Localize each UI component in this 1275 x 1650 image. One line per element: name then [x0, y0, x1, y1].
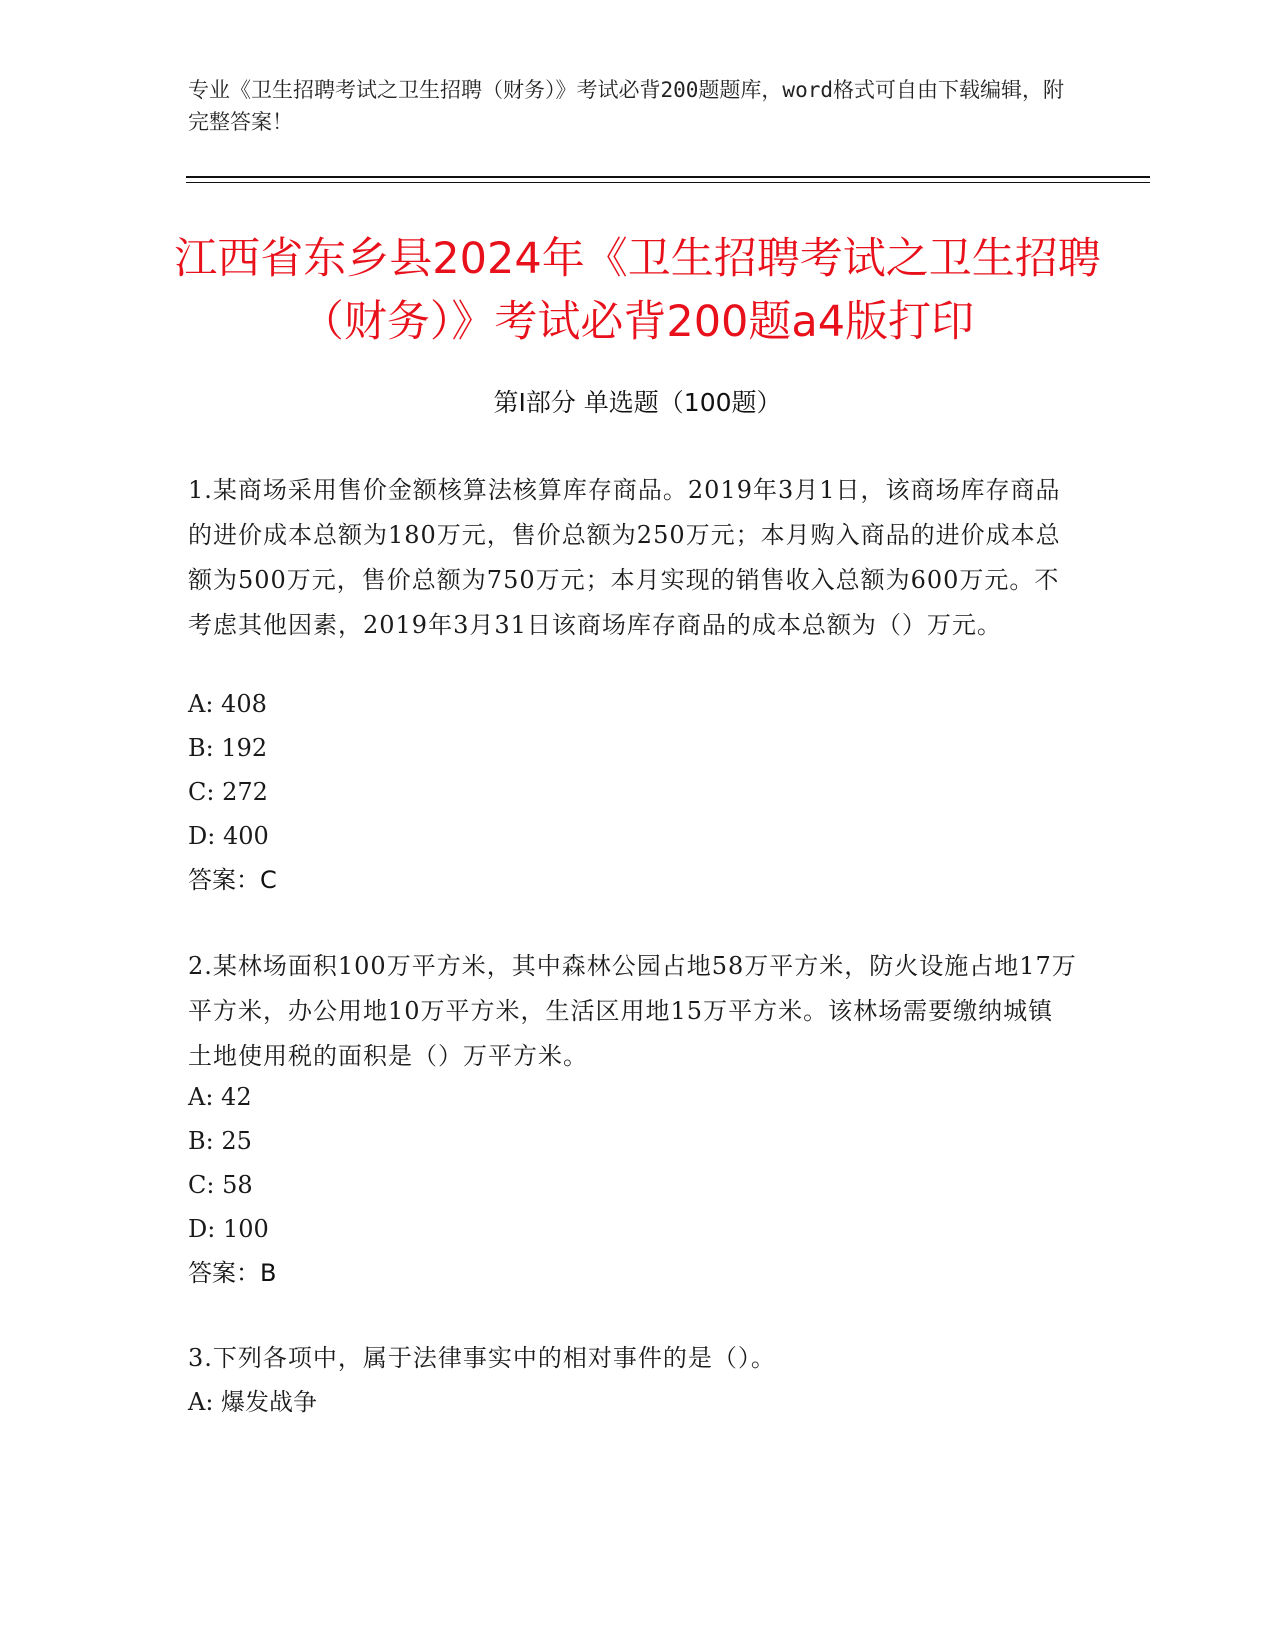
question-3-text: 3.下列各项中，属于法律事实中的相对事件的是（）。 [188, 1344, 776, 1372]
question-1-option-b: B: 192 [188, 734, 268, 762]
question-1-option-a: A: 408 [188, 690, 267, 718]
question-1-answer: 答案：C [188, 866, 277, 894]
question-1-option-d: D: 400 [188, 822, 269, 850]
question-2-option-b: B: 25 [188, 1127, 252, 1155]
question-1-option-c: C: 272 [188, 778, 268, 806]
header-rule-thin [186, 182, 1150, 183]
question-2-option-d: D: 100 [188, 1215, 269, 1243]
section-title: 第I部分 单选题（100题） [493, 388, 782, 417]
header-note: 专业《卫生招聘考试之卫生招聘（财务）》考试必背200题题库，word格式可自由下载编辑，附完整答案！ [188, 78, 1064, 134]
document-title: 江西省东乡县2024年《卫生招聘考试之卫生招聘（财务）》考试必背200题a4版打印 [174, 234, 1101, 347]
question-2-option-a: A: 42 [188, 1083, 252, 1111]
question-1-text: 1.某商场采用售价金额核算法核算库存商品。2019年3月1日，该商场库存商品的进价成本总额为180万元，售价总额为250万元；本月购入商品的进价成本总额为500万元，售价总额为750万元；本月实现的销售收入总额为600万元。不考虑其他因素，2019年3月31日该商场库存商品的成本总额为（）万元。 [188, 476, 1061, 639]
question-2-option-c: C: 58 [188, 1171, 253, 1199]
header-rule-thick [186, 176, 1150, 178]
question-2-text: 2.某林场面积100万平方米，其中森林公园占地58万平方米，防火设施占地17万平方米，办公用地10万平方米，生活区用地15万平方米。该林场需要缴纳城镇土地使用税的面积是（）万平方米。 [188, 952, 1077, 1070]
question-2-answer: 答案：B [188, 1259, 277, 1287]
question-3-option-a: A: 爆发战争 [188, 1388, 318, 1416]
